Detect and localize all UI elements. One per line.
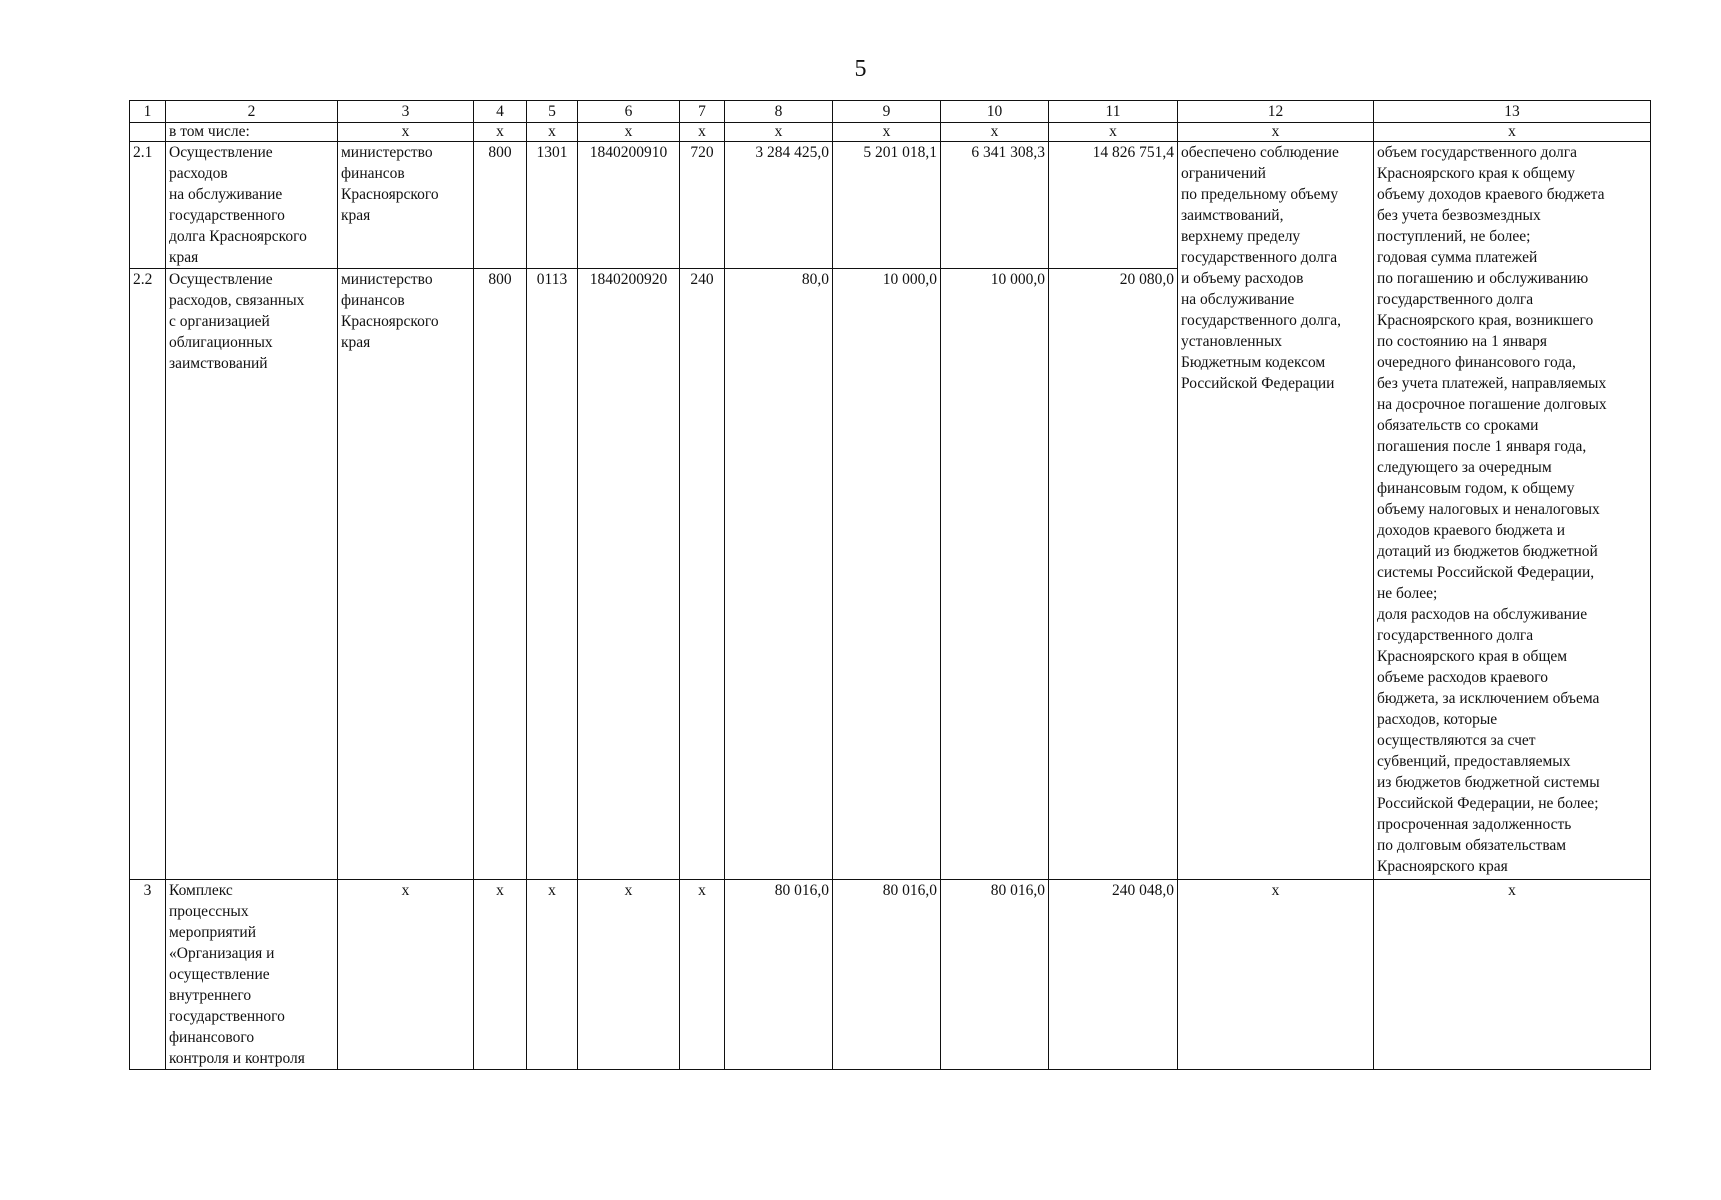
header-cell: 2 — [166, 101, 338, 123]
amount-col9: 80 016,0 — [833, 880, 941, 1070]
header-cell: 3 — [338, 101, 474, 123]
grbs-code: 800 — [474, 142, 527, 269]
x-mark: x — [338, 123, 474, 142]
x-mark: x — [474, 123, 527, 142]
vr-code: x — [680, 880, 725, 1070]
header-cell: 13 — [1374, 101, 1651, 123]
amount-total: 20 080,0 — [1049, 269, 1178, 880]
header-cell: 9 — [833, 101, 941, 123]
x-mark: x — [1374, 123, 1651, 142]
executor: x — [338, 880, 474, 1070]
measure-name: Осуществление расходов на обслуживание государственного долга Красноярского края — [166, 142, 338, 269]
amount-col8: 80 016,0 — [725, 880, 833, 1070]
csr-code: 1840200910 — [578, 142, 680, 269]
measure-name: Осуществление расходов, связанных с организацией облигационных заимствований — [166, 269, 338, 880]
amount-total: 240 048,0 — [1049, 880, 1178, 1070]
amount-col8: 3 284 425,0 — [725, 142, 833, 269]
header-cell: 10 — [941, 101, 1049, 123]
amount-col10: 80 016,0 — [941, 880, 1049, 1070]
header-cell: 7 — [680, 101, 725, 123]
amount-col9: 10 000,0 — [833, 269, 941, 880]
grbs-code: x — [474, 880, 527, 1070]
header-cell: 6 — [578, 101, 680, 123]
row-number: 3 — [130, 880, 166, 1070]
rzpr-code: 1301 — [527, 142, 578, 269]
x-mark: x — [680, 123, 725, 142]
rzpr-code: x — [527, 880, 578, 1070]
header-cell: 4 — [474, 101, 527, 123]
including-label: в том числе: — [166, 123, 338, 142]
including-row — [130, 123, 1651, 142]
empty-cell — [130, 123, 166, 142]
amount-col9: 5 201 018,1 — [833, 142, 941, 269]
grbs-code: 800 — [474, 269, 527, 880]
page-number: 5 — [854, 56, 867, 82]
amount-col8: 80,0 — [725, 269, 833, 880]
x-mark: x — [578, 123, 680, 142]
table-row-2-1 — [130, 142, 1651, 269]
x-mark: x — [1049, 123, 1178, 142]
header-row — [130, 101, 1651, 123]
expected-result: обеспечено соблюдение ограничений по предельному объему заимствований, верхнему пределу государственного долга и объему расходов на обслуживание государственного долга, установленных Бюджетным кодексом Российской Федерации — [1178, 142, 1374, 880]
row-number: 2.1 — [130, 142, 166, 269]
header-cell: 12 — [1178, 101, 1374, 123]
measure-name: Комплекс процессных мероприятий «Организация и осуществление внутреннего государственного финансового контроля и контроля — [166, 880, 338, 1070]
budget-table — [129, 100, 1651, 1070]
rzpr-code: 0113 — [527, 269, 578, 880]
header-cell: 8 — [725, 101, 833, 123]
x-mark: x — [1178, 123, 1374, 142]
table-row-3 — [130, 880, 1651, 1070]
executor: министерство финансов Красноярского края — [338, 269, 474, 880]
x-mark: x — [833, 123, 941, 142]
indicators: x — [1374, 880, 1651, 1070]
amount-col10: 6 341 308,3 — [941, 142, 1049, 269]
vr-code: 720 — [680, 142, 725, 269]
row-number: 2.2 — [130, 269, 166, 880]
header-cell: 1 — [130, 101, 166, 123]
csr-code: 1840200920 — [578, 269, 680, 880]
expected-result: x — [1178, 880, 1374, 1070]
indicators: объем государственного долга Красноярского края к общему объему доходов краевого бюджета без учета безвозмездных поступлений, не более; годовая сумма платежей по погашению и обслуживанию государственного долга Красноярского края, возникшего по состоянию на 1 января очередного финансового года, без учета платежей, направляемых на досрочное погашение долговых обязательств со сроками погашения после 1 января года, следующего за очередным финансовым годом, к общему объему налоговых и неналоговых доходов краевого бюджета и дотаций из бюджетов бюджетной системы Российской Федерации, не более; доля расходов на обслуживание государственного долга Красноярского края в общем объеме расходов краевого бюджета, за исключением объема расходов, которые осуществляются за счет субвенций, предоставляемых из бюджетов бюджетной системы Российской Федерации, не более; просроченная задолженность по долговым обязательствам Красноярского края — [1374, 142, 1651, 880]
csr-code: x — [578, 880, 680, 1070]
x-mark: x — [941, 123, 1049, 142]
amount-col10: 10 000,0 — [941, 269, 1049, 880]
amount-total: 14 826 751,4 — [1049, 142, 1178, 269]
header-cell: 5 — [527, 101, 578, 123]
x-mark: x — [527, 123, 578, 142]
x-mark: x — [725, 123, 833, 142]
vr-code: 240 — [680, 269, 725, 880]
executor: министерство финансов Красноярского края — [338, 142, 474, 269]
header-cell: 11 — [1049, 101, 1178, 123]
